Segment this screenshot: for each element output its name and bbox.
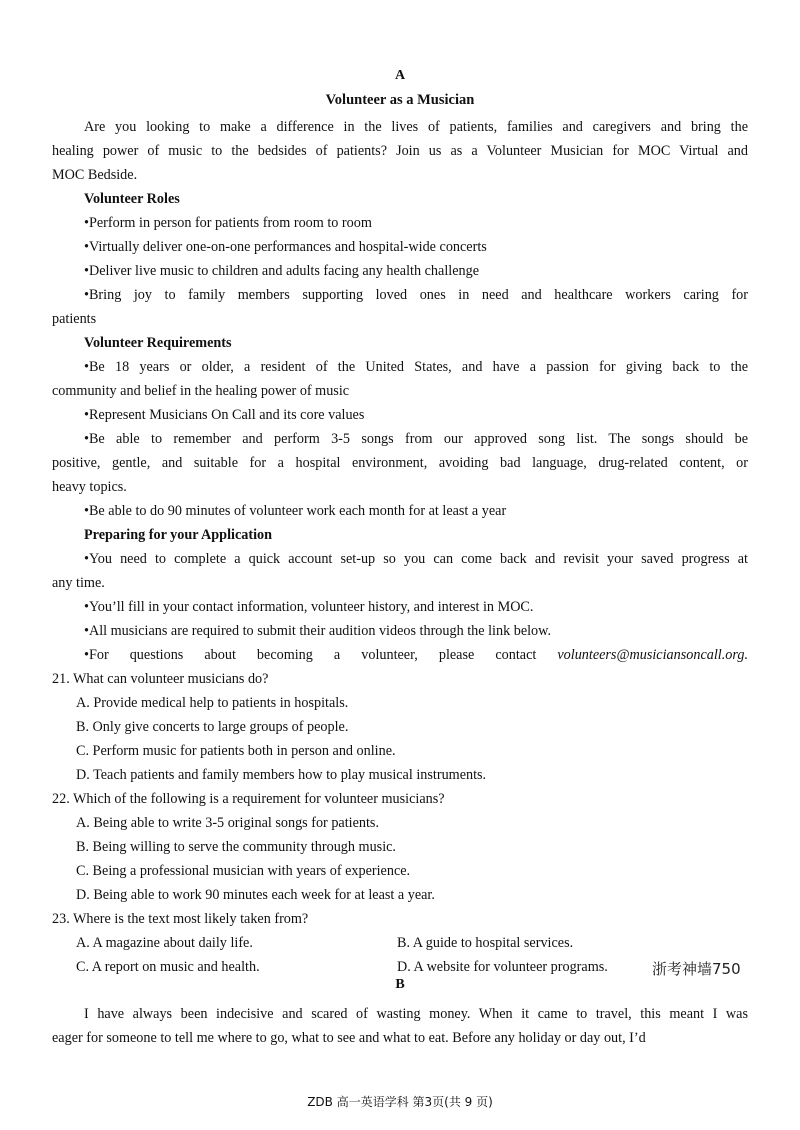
prep-item-1-line-2: any time. (52, 575, 105, 591)
roles-heading: Volunteer Roles (84, 191, 180, 207)
question-23: 23. Where is the text most likely taken from? (52, 911, 309, 927)
prep-item-4-text: •For questions about becoming a volunteer, please contact (84, 647, 558, 663)
q22-option-a: A. Being able to write 3-5 original songs for patients. (76, 815, 380, 831)
requirement-3-line-2: positive, gentle, and suitable for a hospital environment, avoiding bad language, drug-related content, or (52, 455, 748, 471)
question-22: 22. Which of the following is a requirement for volunteer musicians? (52, 791, 445, 807)
prep-item-1-line-1: •You need to complete a quick account set-up so you can come back and revisit your saved progress at (84, 551, 748, 567)
requirement-3-line-3: heavy topics. (52, 479, 127, 495)
requirement-2: •Represent Musicians On Call and its core values (84, 407, 365, 423)
prep-item-2: •You’ll fill in your contact information, volunteer history, and interest in MOC. (84, 599, 534, 615)
passage-b-line-2: eager for someone to tell me where to go, what to see and what to eat. Before any holiday or day out, I’d (52, 1030, 646, 1046)
intro-line-2: healing power of music to the bedsides of patients? Join us as a Volunteer Musician for MOC Virtual and (52, 143, 748, 159)
section-letter-a: A (394, 68, 406, 83)
q23-option-a: A. A magazine about daily life. (76, 935, 253, 951)
q23-option-b: B. A guide to hospital services. (397, 935, 574, 951)
requirement-3-line-1: •Be able to remember and perform 3-5 songs from our approved song list. The songs should be (84, 431, 748, 447)
section-letter-b: B (395, 977, 405, 992)
role-item-3: •Deliver live music to children and adults facing any health challenge (84, 263, 479, 279)
role-item-4-line-2: patients (52, 311, 97, 327)
intro-line-1: Are you looking to make a difference in the lives of patients, families and caregivers and bring the (84, 119, 748, 135)
question-21: 21. What can volunteer musicians do? (52, 671, 269, 687)
page-footer: ZDB 高一英语学科 第3页(共 9 页) (307, 1095, 493, 1109)
passage-b-line-1: I have always been indecisive and scared of wasting money. When it came to travel, this meant I was (84, 1006, 748, 1022)
prep-item-4 (52, 643, 748, 667)
q23-option-d: D. A website for volunteer programs. (397, 959, 608, 975)
role-item-2: •Virtually deliver one-on-one performances and hospital-wide concerts (84, 239, 487, 255)
watermark-text: 浙考神墙750 (652, 960, 741, 978)
requirements-heading: Volunteer Requirements (84, 335, 232, 351)
q21-option-c: C. Perform music for patients both in person and online. (76, 743, 396, 759)
passage-title: Volunteer as a Musician (325, 92, 475, 108)
intro-line-3: MOC Bedside. (52, 167, 138, 183)
q21-option-d: D. Teach patients and family members how to play musical instruments. (76, 767, 487, 783)
q21-option-b: B. Only give concerts to large groups of people. (76, 719, 349, 735)
preparing-heading: Preparing for your Application (84, 527, 272, 543)
q21-option-a: A. Provide medical help to patients in hospitals. (76, 695, 349, 711)
q22-option-c: C. Being a professional musician with years of experience. (76, 863, 411, 879)
q22-option-b: B. Being willing to serve the community through music. (76, 839, 396, 855)
role-item-1: •Perform in person for patients from room to room (84, 215, 372, 231)
prep-item-3: •All musicians are required to submit their audition videos through the link below. (84, 623, 552, 639)
role-item-4-line-1: •Bring joy to family members supporting loved ones in need and healthcare workers caring for (84, 287, 748, 303)
q23-option-c: C. A report on music and health. (76, 959, 260, 975)
contact-email-link[interactable]: volunteers@musiciansoncall.org. (557, 647, 748, 663)
requirement-1-line-1: •Be 18 years or older, a resident of the United States, and have a passion for giving back to the (84, 359, 748, 375)
requirement-4: •Be able to do 90 minutes of volunteer work each month for at least a year (84, 503, 507, 519)
q22-option-d: D. Being able to work 90 minutes each week for at least a year. (76, 887, 435, 903)
requirement-1-line-2: community and belief in the healing power of music (52, 383, 350, 399)
